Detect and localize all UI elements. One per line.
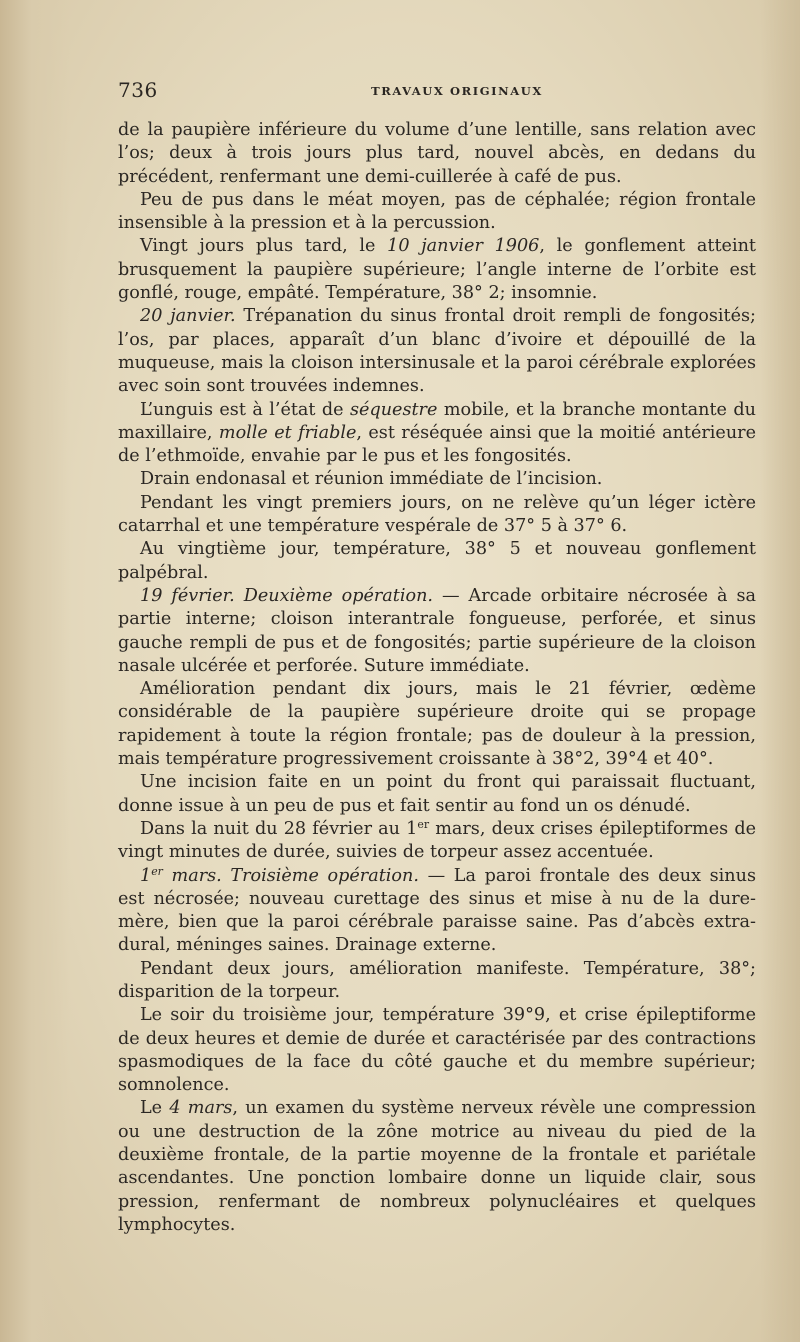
paragraph: 1er mars. Troisième opération. — La paroi frontale des deux sinus est nécrosée; nouveau curettage des sinus et mise à nu de la dure-mère, bien que la paroi cérébrale paraisse saine. Pas d’abcès extra-dural, méninges saines. Drainage externe.: [118, 864, 756, 956]
date-italic: 20 janvier.: [140, 306, 236, 327]
paragraph: L’unguis est à l’état de séquestre mobile, et la branche montante du maxillaire, molle et friable, est réséquée ainsi que la moitié antérieure de l’ethmoïde, envahie par le pus et les fongosités.: [118, 399, 756, 467]
page-shadow-left: [0, 0, 70, 1342]
paragraph: Le soir du troisième jour, température 39°9, et crise épileptiforme de deux heures et demie de durée et caractérisée par des contractions spasmodiques de la face du côté gauche et du membre supérieur; somnolence.: [118, 1005, 756, 1096]
paragraph: Au vingtième jour, température, 38° 5 et nouveau gonflement palpébral.: [118, 539, 756, 583]
paragraph: de la paupière inférieure du volume d’une lentille, sans relation avec l’os; deux à trois jours plus tard, nouvel abcès, en dedans du précédent, renfermant une demi-cuillerée à café de pus.: [118, 120, 756, 187]
paragraph: Vingt jours plus tard, le 10 janvier 1906, le gonflement atteint brusquement la paupière supérieure; l’angle interne de l’orbite est gonflé, rouge, empâté. Température, 38° 2; insomnie.: [118, 236, 756, 304]
term-italic: séquestre: [350, 399, 438, 420]
paragraph: Une incision faite en un point du front qui paraissait fluctuant, donne issue à un peu de pus et fait sentir au fond un os dénudé.: [118, 772, 756, 816]
running-head: TRAVAUX ORIGINAUX: [371, 84, 543, 98]
page-shadow-right: [760, 0, 800, 1342]
page-number: 736: [118, 78, 158, 102]
date-italic: 19 février. Deuxième opération.: [140, 585, 433, 606]
paragraph: 20 janvier. Trépanation du sinus frontal droit rempli de fongosités; l’os, par places, apparaît d’un blanc d’ivoire et dépouillé de la muqueuse, mais la cloison intersinusale et la paroi cérébrale explorées avec soin sont trouvées indemnes.: [118, 306, 756, 397]
paragraph: 19 février. Deuxième opération. — Arcade orbitaire nécrosée à sa partie interne; cloison interantrale fongueuse, perforée, et sinus gauche rempli de pus et de fongosités; partie supérieure de la cloison nasale ulcérée et perforée. Suture immédiate.: [118, 585, 756, 676]
paragraph: Drain endonasal et réunion immédiate de l’incision.: [140, 469, 603, 490]
paragraph: Pendant les vingt premiers jours, on ne relève qu’un léger ictère catarrhal et une température vespérale de 37° 5 à 37° 6.: [118, 492, 756, 537]
paragraph: Amélioration pendant dix jours, mais le 21 février, œdème considérable de la paupière supérieure droite qui se propage rapidement à toute la région frontale; pas de douleur à la pression, mais température progressivement croissante à 38°2, 39°4 et 40°.: [118, 679, 756, 770]
date-italic: 4 mars: [169, 1098, 233, 1119]
paragraph: Dans la nuit du 28 février au 1er mars, deux crises épileptiformes de vingt minutes de durée, suivies de torpeur assez accentuée.: [118, 817, 756, 863]
paragraph: Le 4 mars, un examen du système nerveux révèle une compression ou une destruction de la zône motrice au niveau du pied de la deuxième frontale, de la partie moyenne de la frontale et pariétale ascendantes. Une ponction lombaire donne un liquide clair, sous pression, renfermant de nombreux polynucléaires et quelques lymphocytes.: [118, 1098, 756, 1235]
term-italic: molle et friable: [218, 422, 357, 443]
page-header: [118, 78, 756, 108]
date-italic: 1er mars. Troisième opération.: [140, 864, 419, 886]
date-italic: 10 janvier 1906: [387, 236, 540, 257]
paragraph: Peu de pus dans le méat moyen, pas de céphalée; région frontale insensible à la pression et à la percussion.: [118, 189, 756, 234]
paragraph: Pendant deux jours, amélioration manifeste. Température, 38°; disparition de la torpeur.: [118, 958, 756, 1002]
article-body: [118, 119, 756, 1237]
